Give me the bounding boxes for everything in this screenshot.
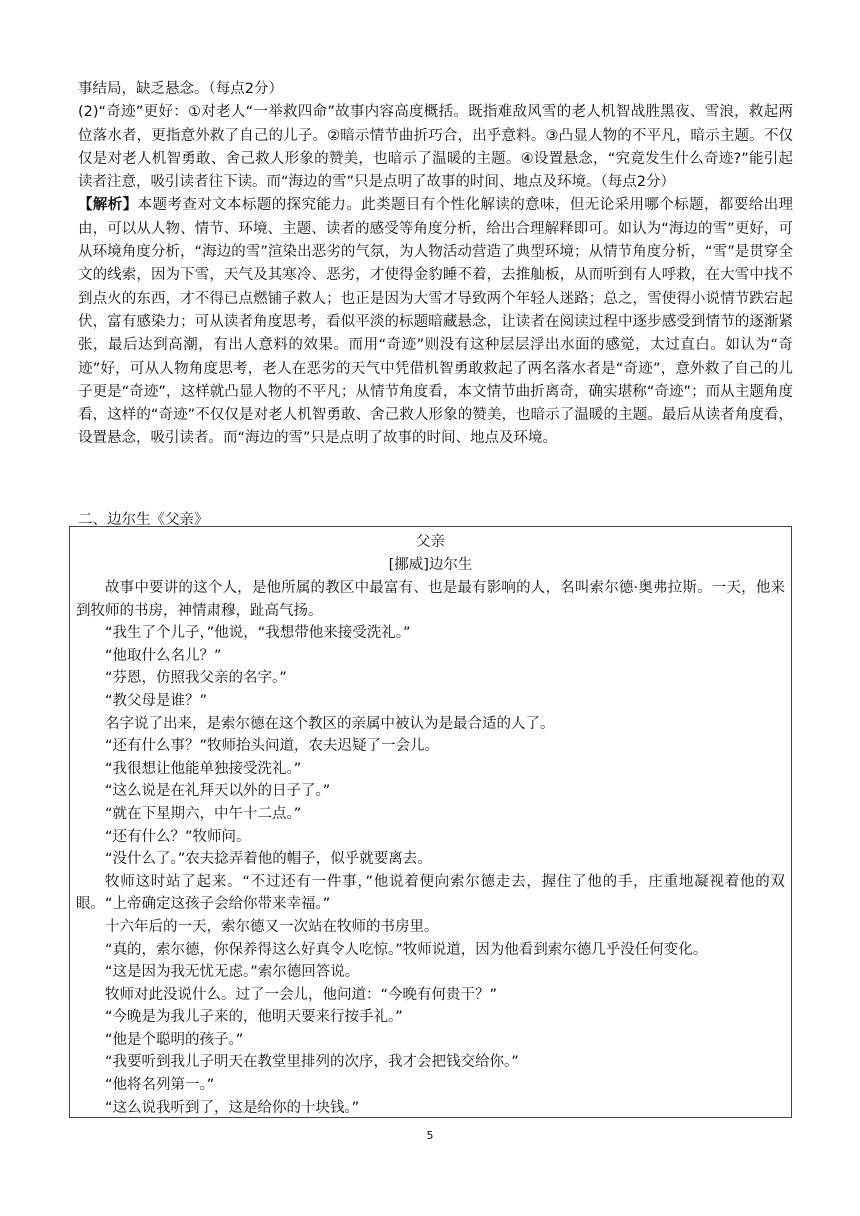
story-paragraph: “这么说是在礼拜天以外的日子了。” (105, 783, 331, 800)
story-paragraph: “我要听到我儿子明天在教堂里排列的次序，我才会把钱交给你。” (105, 1054, 519, 1071)
answer-paragraph: (2)“奇迹”更好：①对老人“一举救四命”故事内容高度概括。既指难敌风雪的老人机智战胜黑夜、雪浪，救起两位落水者，更指意外救了自己的儿子。②暗示情节曲折巧合，出乎意料。③凸显人物的不平凡，暗示主题。不仅仅是对老人机智勇敢、舍己救人形象的赞美，也暗示了温暖的主题。④设置悬念，“究竟发生什么奇迹?”能引起读者注意，吸引读者往下读。而“海边的雪”只是点明了故事的时间、地点及环境。（每点2分） (78, 104, 793, 191)
story-body (70, 577, 791, 1119)
page-number: 5 (426, 1129, 434, 1142)
analysis-text: 本题考查对文本标题的探究能力。此类题目有个性化解读的意味，但无论采用哪个标题，都要给出理由，可以从人物、情节、环境、主题、读者的感受等角度分析，给出合理解释即可。如认为“海边的雪”更好，可从环境角度分析，“海边的雪”渲染出恶劣的气氛，为人物活动营造了典型环境；从情节角度分析，“雪”是贯穿全文的线索，因为下雪，天气及其寒冷、恶劣，才使得金豹睡不着，去推舢板，从而听到有人呼救，在大雪中找不到点火的东西，才不得已点燃铺子救人；也正是因为大雪才导致两个年轻人迷路；总之，雪使得小说情节跌宕起伏，富有感染力；可从读者角度思考，看似平淡的标题暗藏悬念，让读者在阅读过程中逐步感受到情节的逐渐紧张，最后达到高潮，有出人意料的效果。而用“奇迹”则没有这种层层浮出水面的感觉，太过直白。如认为“奇迹”好，可从人物角度思考，老人在恶劣的天气中凭借机智勇敢救起了两名落水者是“奇迹”，意外救了自己的儿子更是“奇迹”，这样就凸显人物的不平凡；从情节角度看，本文情节曲折离奇，确实堪称“奇迹”；而从主题角度看，这样的“奇迹”不仅仅是对老人机智勇敢、舍己救人形象的赞美，也暗示了温暖的主题。最后从读者角度看，设置悬念，吸引读者。而“海边的雪”只是点明了故事的时间、地点及环境。 (78, 197, 794, 447)
story-paragraph: “今晚是为我儿子来的，他明天要来行按手礼。” (105, 1009, 403, 1026)
story-paragraph: 故事中要讲的这个人，是他所属的教区中最富有、也是最有影响的人，名叫索尔德·奥弗拉斯。一天，他来到牧师的书房，神情肃穆，趾高气扬。 (76, 580, 785, 619)
story-paragraph: “这么说我听到了，这是给你的十块钱。” (105, 1099, 360, 1116)
story-paragraph: “真的，索尔德，你保养得这么好真令人吃惊。”牧师说道，因为他看到索尔德几乎没任何变化。 (105, 941, 708, 958)
answer-section (78, 78, 793, 451)
story-paragraph: 牧师这时站了起来。“不过还有一件事，”他说着便向索尔德走去，握住了他的手，庄重地凝视着他的双眼。“上帝确定这孩子会给你带来幸福。” (76, 873, 785, 913)
story-paragraph: 牧师对此没说什么。过了一会儿，他问道：“今晚有何贵干？” (105, 986, 498, 1003)
answer-paragraph: 事结局，缺乏悬念。（每点2分） (78, 81, 283, 97)
story-paragraph: “教父母是谁？” (105, 692, 208, 709)
story-paragraph: “我很想让他能单独接受洗礼。” (105, 760, 302, 777)
story-paragraph: 名字说了出来，是索尔德在这个教区的亲属中被认为是最合适的人了。 (105, 715, 555, 732)
story-paragraph: “还有什么事？”牧师抬头问道，农夫迟疑了一会儿。 (105, 738, 440, 755)
story-box (69, 526, 792, 1118)
story-author: [挪威]边尔生 (388, 557, 473, 573)
story-paragraph: “我生了个儿子，”他说，“我想带他来接受洗礼。” (105, 625, 411, 642)
section-heading: 二、边尔生《父亲》 (78, 512, 209, 528)
story-paragraph: “没什么了。”农夫捻弄着他的帽子，似乎就要离去。 (105, 851, 432, 868)
story-title: 父亲 (416, 534, 445, 550)
story-paragraph: “芬恩，仿照我父亲的名字。” (105, 670, 287, 687)
story-paragraph: “他将名列第一。” (105, 1077, 215, 1094)
story-paragraph: 十六年后的一天，索尔德又一次站在牧师的书房里。 (105, 918, 439, 935)
analysis-tag: 【解析】 (78, 197, 138, 214)
analysis-paragraph (78, 194, 793, 450)
story-paragraph: “就在下星期六，中午十二点。” (105, 805, 302, 822)
story-paragraph: “这是因为我无忧无虑。”索尔德回答说。 (105, 964, 360, 981)
story-paragraph: “他取什么名儿？” (105, 647, 222, 664)
story-paragraph: “他是个聪明的孩子。” (105, 1031, 244, 1048)
story-paragraph: “还有什么？”牧师问。 (105, 828, 251, 845)
